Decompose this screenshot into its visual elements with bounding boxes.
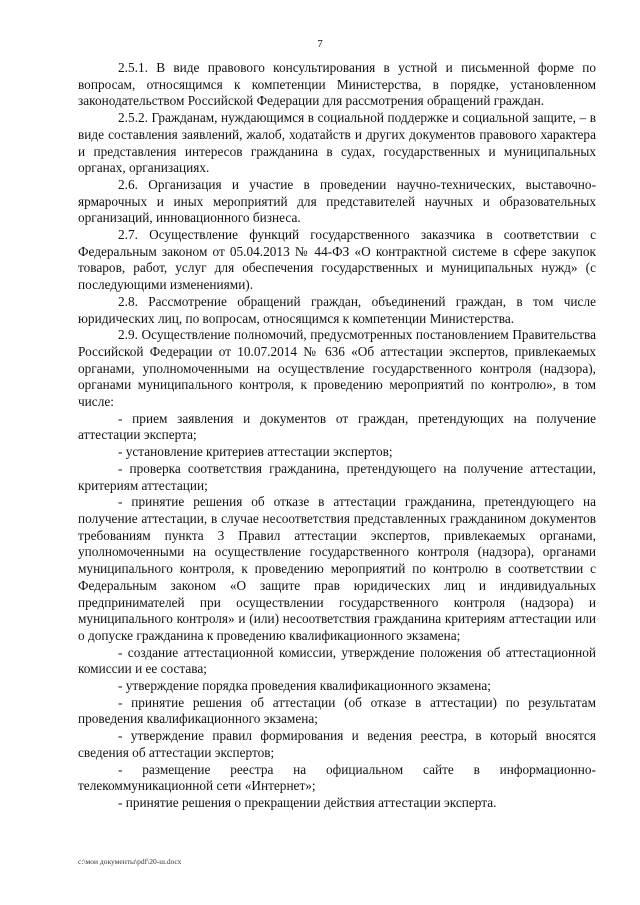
list-item: - создание аттестационной комиссии, утверждение положения об аттестационной комиссии и ее состава; — [78, 644, 596, 677]
list-item: - проверка соответствия гражданина, претендующего на получение аттестации, критериям аттестации; — [78, 460, 596, 493]
list-item: - утверждение правил формирования и ведения реестра, в который вносятся сведения об аттестации экспертов; — [78, 728, 596, 760]
list-item: - принятие решения о прекращении действия аттестации эксперта. — [118, 794, 497, 810]
list-item: - размещение реестра на официальном сайте в информационно-телекоммуникационной сети «Интернет»; — [78, 761, 596, 794]
paragraph-2-5-2: 2.5.2. Гражданам, нуждающимся в социальной поддержке и социальной защите, – в виде составления заявлений, жалоб, ходатайств и других документов правового характера и представления интересов гражданина в судах, государственных и муниципальных органах, организациях. — [78, 110, 596, 176]
paragraph-2-7: 2.7. Осуществление функций государственного заказчика в соответствии с Федеральным законом от 05.04.2013 № 44-ФЗ «О контрактной системе в сфере закупок товаров, работ, услуг для обеспечения государственных и муниципальных нужд» (с последующими изменениями). — [78, 227, 596, 293]
paragraph-2-8: 2.8. Рассмотрение обращений граждан, объединений граждан, в том числе юридических лиц, по вопросам, относящимся к компетенции Министерства. — [78, 293, 596, 326]
paragraph-2-9: 2.9. Осуществление полномочий, предусмотренных постановлением Правительства Российской Федерации от 10.07.2014 № 636 «Об аттестации экспертов, привлекаемых органами, уполномоченными на осуществление государственного контроля (надзора), органами муниципального контроля, к проведению мероприятий по контролю», в том числе: — [78, 327, 596, 410]
list-item: - прием заявления и документов от граждан, претендующих на получение аттестации эксперта; — [78, 410, 596, 443]
list-item: - принятие решения об аттестации (об отказе в аттестации) по результатам проведения квалификационного экзамена; — [78, 694, 596, 727]
paragraph-2-6: 2.6. Организация и участие в проведении научно-технических, выставочно-ярмарочных и иных мероприятий для представителей научных и образовательных организаций, инновационного бизнеса. — [78, 176, 596, 226]
document-body — [78, 60, 596, 812]
page-number: 7 — [317, 38, 323, 50]
list-item: - принятие решения об отказе в аттестации гражданина, претендующего на получение аттестации, в случае несоответствия представленных гражданином документов требованиям пункта 3 Правил аттестации экспертов, привлекаемых органами, уполномоченными на осуществление государственного контроля (надзора), органами муниципального контроля, к проведению мероприятий по контролю в соответствии с Федеральным законом «О защите прав юридических лиц и индивидуальных предпринимателей при осуществлении государственного контроля (надзора) и муниципального контроля» и (или) несоответствия гражданина критериям аттестации или о допуске гражданина к проведению квалификационного экзамена; — [78, 494, 596, 643]
list-item: - установление критериев аттестации экспертов; — [118, 444, 393, 460]
paragraph-2-5-1: 2.5.1. В виде правового консультирования в устной и письменной форме по вопросам, относящимся к компетенции Министерства, в порядке, установленном законодательством Российской Федерации для рассмотрения обращений граждан. — [78, 60, 596, 109]
list-item: - утверждение порядка проведения квалификационного экзамена; — [118, 678, 491, 694]
file-path-footer: c:\мои документы\pdf\20-ш.docx — [78, 857, 182, 866]
